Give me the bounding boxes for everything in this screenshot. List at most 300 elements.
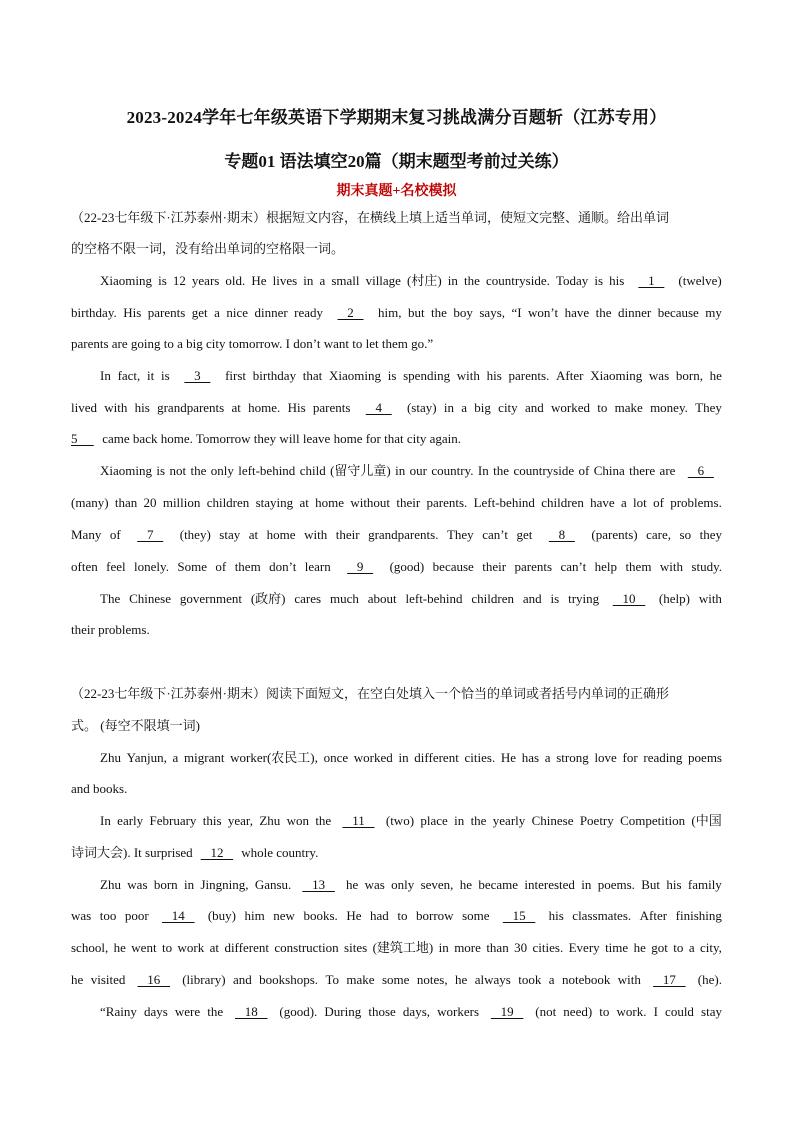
word: country.: [431, 463, 474, 478]
answer-blank: 15: [502, 908, 536, 923]
word: His: [287, 400, 306, 415]
word: Zhu: [259, 813, 281, 828]
word: a: [688, 940, 695, 955]
word: cities.: [464, 750, 496, 765]
word: need): [563, 1004, 593, 1019]
word: is: [387, 368, 397, 383]
word: Competition: [620, 813, 686, 828]
word: They: [446, 527, 474, 542]
word: in: [303, 273, 314, 288]
word: He: [500, 750, 517, 765]
word: Xiaoming: [100, 273, 152, 288]
word: because: [432, 559, 474, 574]
word: was: [71, 908, 92, 923]
word: he: [459, 877, 473, 892]
word: poems: [688, 750, 722, 765]
word: to: [161, 940, 173, 955]
word: cities.: [532, 940, 564, 955]
word: (村庄): [407, 273, 442, 288]
word: too: [99, 908, 117, 923]
word: born,: [675, 368, 703, 383]
word: get: [516, 527, 533, 542]
word: his: [609, 273, 625, 288]
word: place: [420, 813, 448, 828]
word: at: [231, 400, 241, 415]
word: Zhu: [100, 750, 121, 765]
word: he: [455, 972, 468, 987]
word: city,: [700, 940, 722, 955]
word: a: [548, 972, 555, 987]
answer-blank: 13: [302, 877, 335, 892]
passage2-instruction-line2: 式。 (每空不限填一词): [71, 718, 200, 733]
word: of: [215, 559, 227, 574]
word: Gansu.: [254, 877, 292, 892]
word: different: [414, 750, 459, 765]
word: Left-behind: [473, 495, 535, 510]
word: Zhu: [100, 877, 121, 892]
word: poor: [124, 908, 149, 923]
word: strong: [556, 750, 589, 765]
word: children: [471, 591, 514, 606]
word: were: [174, 1004, 201, 1019]
word: children: [206, 495, 250, 510]
word: worked: [353, 750, 393, 765]
word: birthday.: [71, 305, 117, 320]
word: Many: [71, 527, 102, 542]
word: (stay): [406, 400, 437, 415]
word: old.: [225, 273, 246, 288]
word: parents.: [508, 368, 550, 383]
word: in: [395, 463, 406, 478]
word: books.: [303, 908, 338, 923]
word: child: [299, 463, 326, 478]
word: stay: [701, 1004, 722, 1019]
word: their: [335, 527, 360, 542]
word: and books.: [71, 781, 128, 796]
word: (good).: [279, 1004, 318, 1019]
word: a: [544, 750, 551, 765]
word: After: [639, 908, 668, 923]
word: trying: [568, 591, 600, 606]
answer-blank: 14: [162, 908, 195, 923]
word: his: [486, 368, 502, 383]
word: first: [225, 368, 247, 383]
word: at: [299, 495, 309, 510]
word: him,: [377, 305, 402, 320]
word: to: [597, 400, 608, 415]
word: help: [594, 559, 618, 574]
word: their: [396, 495, 421, 510]
answer-blank: 11: [342, 813, 375, 828]
passage2-line: [71, 907, 722, 925]
word: the: [470, 813, 487, 828]
word: to: [673, 940, 684, 955]
word: China: [593, 463, 625, 478]
word: with: [104, 400, 128, 415]
word: the: [315, 813, 332, 828]
word: to: [397, 908, 408, 923]
word: home: [315, 495, 345, 510]
word: the: [207, 1004, 224, 1019]
word: can’t: [482, 527, 508, 542]
passage1-line: [71, 558, 722, 576]
passage1-line: [100, 272, 722, 290]
word: different: [224, 940, 269, 955]
word: a: [172, 750, 179, 765]
word: (中国: [691, 813, 722, 828]
word: ready: [294, 305, 324, 320]
word: in: [398, 750, 409, 765]
word: bookshops.: [259, 972, 319, 987]
word: home: [266, 527, 296, 542]
word: village: [365, 273, 401, 288]
word: in: [184, 877, 195, 892]
answer-blank: 6: [687, 463, 714, 478]
word: a: [461, 400, 468, 415]
passage1-line: [71, 526, 722, 544]
word: big: [474, 400, 491, 415]
word: can’t: [560, 559, 587, 574]
word: years: [191, 273, 220, 288]
answer-blank: 19: [490, 1004, 524, 1019]
word: The: [100, 591, 121, 606]
word: Today: [555, 273, 589, 288]
word: at: [209, 940, 220, 955]
answer-blank: 9: [347, 559, 374, 574]
word: he: [71, 972, 84, 987]
word: construction: [274, 940, 339, 955]
word: only: [391, 877, 415, 892]
word: staying: [255, 495, 294, 510]
word: His: [123, 305, 142, 320]
passage2-line: [71, 971, 722, 989]
word: learn: [304, 559, 331, 574]
word: in: [438, 940, 449, 955]
word: small: [331, 273, 360, 288]
word: make: [346, 972, 375, 987]
word: born: [153, 877, 178, 892]
passage1-line: [71, 621, 722, 639]
word: a: [319, 273, 326, 288]
word: He: [346, 908, 362, 923]
word: days,: [402, 1004, 431, 1019]
word: always: [474, 972, 511, 987]
word: in: [581, 877, 592, 892]
word: classmates.: [572, 908, 632, 923]
word: they: [699, 527, 722, 542]
word: new: [273, 908, 295, 923]
word: interested: [524, 877, 575, 892]
word: (buy): [207, 908, 236, 923]
word: parents: [312, 400, 351, 415]
word: the: [431, 305, 447, 320]
word: got: [651, 940, 668, 955]
word: he: [633, 940, 646, 955]
word: But: [641, 877, 661, 892]
word: time: [605, 940, 629, 955]
document-title: 2023-2024学年七年级英语下学期期末复习挑战满分百题斩（江苏专用）: [126, 108, 667, 127]
word: him: [244, 908, 265, 923]
word: not: [169, 463, 187, 478]
word: he: [345, 877, 359, 892]
word: I: [653, 1004, 658, 1019]
word: (twelve): [678, 273, 722, 288]
word: In: [100, 813, 111, 828]
word: (parents): [591, 527, 638, 542]
answer-blank: 1: [638, 273, 665, 288]
word: year,: [227, 813, 253, 828]
word: and: [232, 972, 252, 987]
word: (many): [71, 495, 109, 510]
word: parents.: [426, 495, 468, 510]
word: took: [518, 972, 542, 987]
word: feel: [106, 559, 126, 574]
answer-blank: 18: [235, 1004, 268, 1019]
word: school,: [71, 940, 109, 955]
word: yearly: [492, 813, 526, 828]
word: his: [548, 908, 564, 923]
word: get: [191, 305, 208, 320]
passage1-line: [100, 462, 722, 480]
passage1-line: [71, 430, 722, 448]
passage1-line: [100, 590, 722, 608]
answer-blank: 5: [71, 431, 94, 446]
word: During: [324, 1004, 362, 1019]
word: Chinese: [531, 813, 574, 828]
word: won’t: [528, 305, 559, 320]
passage2-line: [71, 780, 722, 798]
word: In: [100, 368, 111, 383]
word: Some: [177, 559, 207, 574]
word: dinner: [618, 305, 652, 320]
word: our: [409, 463, 428, 478]
word: dinner: [254, 305, 288, 320]
answer-blank: 12: [200, 845, 234, 860]
word: February: [149, 813, 197, 828]
word: left-behind: [238, 463, 296, 478]
word: because: [657, 305, 699, 320]
word: finishing: [675, 908, 722, 923]
word: In: [477, 463, 489, 478]
word: and: [524, 400, 544, 415]
word: it: [147, 368, 155, 383]
word: children: [541, 495, 584, 510]
word: there: [629, 463, 656, 478]
word: stay: [219, 527, 241, 542]
word: with: [659, 559, 683, 574]
word: (政府): [250, 591, 286, 606]
passage1-line: [71, 494, 722, 512]
word: make: [614, 400, 643, 415]
word: government: [179, 591, 242, 606]
word: could: [665, 1004, 694, 1019]
word: borrow: [416, 908, 454, 923]
word: came back home. Tomorrow they will leave home for that city again.: [102, 431, 462, 446]
passage2-line: [100, 876, 722, 894]
word: 20: [143, 495, 157, 510]
word: their: [482, 559, 507, 574]
word: those: [368, 1004, 396, 1019]
word: was: [127, 877, 148, 892]
word: have: [564, 305, 590, 320]
word: city: [498, 400, 518, 415]
word: with: [456, 368, 480, 383]
word: countryside: [513, 463, 575, 478]
section-tag: 期末真题+名校模拟: [336, 184, 457, 199]
word: my: [705, 305, 722, 320]
word: Every: [568, 940, 600, 955]
word: them: [234, 559, 261, 574]
word: Chinese: [129, 591, 171, 606]
word: poems.: [597, 877, 635, 892]
word: was: [648, 368, 670, 383]
word: worked: [550, 400, 590, 415]
word: is: [160, 368, 170, 383]
word: To: [325, 972, 339, 987]
word: so: [679, 527, 692, 542]
word: and: [522, 591, 542, 606]
passage1-instruction-line2: 的空格不限一词，没有给出单词的空格限一词。: [71, 241, 345, 256]
word: in: [454, 813, 465, 828]
word: his: [666, 877, 682, 892]
answer-blank: 8: [548, 527, 575, 542]
word: became: [478, 877, 519, 892]
word: at: [248, 527, 259, 542]
word: sites: [344, 940, 368, 955]
word: He: [251, 273, 267, 288]
word: visited: [90, 972, 126, 987]
word: countryside.: [485, 273, 550, 288]
word: with: [304, 527, 328, 542]
passage2-line: [100, 1003, 722, 1021]
passage2-line: [100, 749, 722, 767]
word: (they): [179, 527, 211, 542]
word: once: [323, 750, 349, 765]
passage1-line: [100, 367, 722, 385]
word: work: [177, 940, 205, 955]
word: is: [158, 273, 167, 288]
word: Yanjun,: [126, 750, 167, 765]
word: have: [590, 495, 615, 510]
word: the: [190, 463, 207, 478]
word: parents are going to a big city tomorrow. I don’t want to let them go.”: [71, 336, 434, 351]
word: but: [407, 305, 425, 320]
word: “Rainy: [100, 1004, 137, 1019]
word: in: [443, 400, 454, 415]
word: family: [687, 877, 722, 892]
word: only: [210, 463, 234, 478]
word: in: [447, 273, 458, 288]
word: days: [143, 1004, 168, 1019]
word: Xiaoming: [590, 368, 643, 383]
word: money.: [650, 400, 688, 415]
word: 诗词大会). It surprised: [71, 845, 193, 860]
passage1-line: [71, 399, 722, 417]
word: grandparents.: [368, 527, 439, 542]
passage1-line: [71, 335, 722, 353]
word: Jingning,: [200, 877, 249, 892]
word: with: [617, 972, 641, 987]
word: the: [595, 305, 612, 320]
word: is: [550, 591, 560, 606]
word: seven,: [420, 877, 454, 892]
word: this: [202, 813, 222, 828]
word: lived: [71, 400, 97, 415]
word: 12: [172, 273, 186, 288]
word: notebook: [561, 972, 611, 987]
word: (留守儿童): [330, 463, 391, 478]
word: won: [286, 813, 309, 828]
word: he: [113, 940, 126, 955]
word: more: [454, 940, 481, 955]
word: home.: [248, 400, 281, 415]
word: whole country.: [241, 845, 319, 860]
word: They: [695, 400, 722, 415]
word: birthday: [252, 368, 297, 383]
word: (not: [535, 1004, 557, 1019]
word: without: [350, 495, 391, 510]
word: Poetry: [579, 813, 614, 828]
word: much: [329, 591, 359, 606]
word: nice: [226, 305, 249, 320]
word: their problems.: [71, 622, 150, 637]
word: reading: [643, 750, 683, 765]
word: to: [599, 1004, 610, 1019]
word: (good): [389, 559, 425, 574]
word: early: [117, 813, 144, 828]
passage2-instruction-line1: （22-23七年级下·江苏泰州·期末）阅读下面短文，在空白处填入一个恰当的单词或者括号内单词的正确形: [71, 686, 669, 701]
passage2-line: [71, 939, 722, 957]
word: grandparents: [157, 400, 225, 415]
word: than: [114, 495, 138, 510]
word: (he).: [697, 972, 722, 987]
passage2-line: [71, 844, 722, 862]
answer-blank: 7: [137, 527, 164, 542]
word: lot: [633, 495, 647, 510]
word: lives: [272, 273, 298, 288]
word: left-behind: [405, 591, 463, 606]
document-subtitle: 专题01 语法填空20篇（期末题型考前过关练）: [224, 152, 569, 171]
word: are: [659, 463, 676, 478]
word: often: [71, 559, 98, 574]
word: was: [364, 877, 385, 892]
word: a: [214, 305, 220, 320]
word: about: [367, 591, 397, 606]
word: love: [594, 750, 617, 765]
word: had: [370, 908, 389, 923]
word: some: [462, 908, 490, 923]
word: them: [625, 559, 652, 574]
word: “I: [511, 305, 522, 320]
word: of: [578, 463, 590, 478]
word: work.: [616, 1004, 647, 1019]
word: his: [134, 400, 150, 415]
word: don’t: [269, 559, 297, 574]
word: the: [493, 463, 510, 478]
word: problems.: [670, 495, 722, 510]
word: has: [521, 750, 540, 765]
answer-blank: 17: [653, 972, 686, 987]
passage2-line: [100, 812, 722, 830]
word: Xiaoming: [329, 368, 382, 383]
word: spending: [403, 368, 451, 383]
word: lonely.: [134, 559, 169, 574]
word: boy: [453, 305, 473, 320]
word: study.: [691, 559, 722, 574]
word: of: [109, 527, 121, 542]
word: (two): [385, 813, 415, 828]
word: 30: [514, 940, 528, 955]
